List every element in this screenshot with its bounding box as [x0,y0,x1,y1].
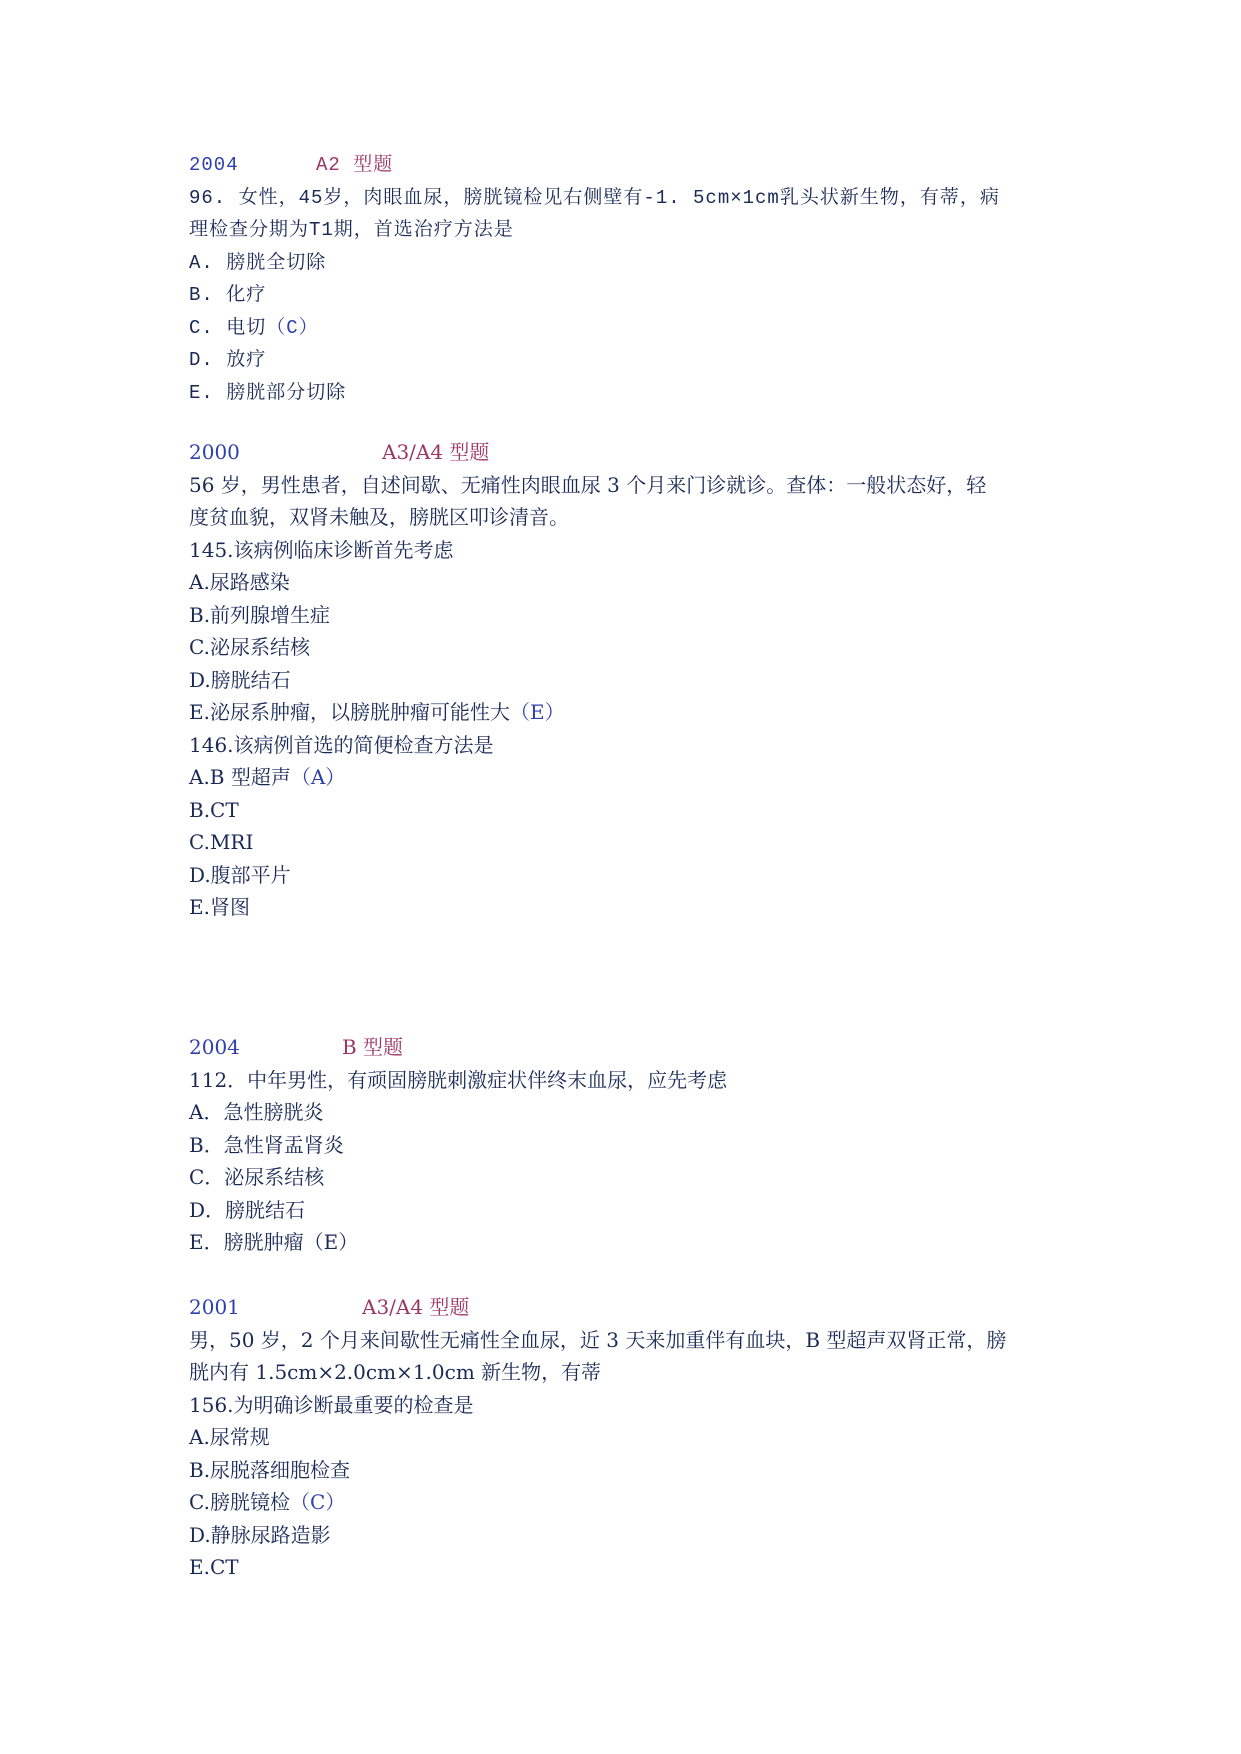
option-c: C.膀胱镜检（C） [189,1490,346,1514]
section-year: 2001 [189,1295,240,1319]
section-heading [189,149,1069,182]
option-c: C. 电切（C） [189,316,319,339]
option-d: D. 放疗 [189,349,267,371]
option-a: A．急性膀胱炎 [189,1100,324,1124]
section-2000-a3a4 [189,436,1069,924]
answer-mark: （C） [266,316,319,339]
option-e: E.肾图 [189,895,250,919]
option-b: B.尿脱落细胞检查 [189,1457,351,1482]
option-a: A.B 型超声（A） [189,765,346,789]
question-156: 156.为明确诊断最重要的检查是 [189,1392,474,1417]
section-2001-a3a4 [189,1291,1069,1584]
answer-mark: （A） [290,765,346,789]
case-description-line: 男，50 岁，2 个月来间歇性无痛性全血尿，近 3 天来加重伴有血块，B 型超声双肾正常，膀 [189,1327,1007,1352]
answer-mark: （C） [289,1490,346,1514]
question-112: 112．中年男性，有顽固膀胱刺激症状伴终末血尿，应先考虑 [189,1067,728,1092]
option-c: C.泌尿系结核 [189,635,310,659]
section-type: B 型题 [342,1035,404,1059]
section-heading [189,1031,1069,1064]
option-a: A.尿路感染 [189,570,290,594]
section-type: A2 型题 [316,154,394,176]
option-b: B.前列腺增生症 [189,602,331,627]
section-heading [189,436,1069,469]
section-type: A3/A4 型题 [362,1295,470,1319]
question-stem-line: 96. 女性，45岁，肉眼血尿，膀胱镜检见右侧壁有-1. 5cm×1cm乳头状新生物，有蒂，病 [189,186,1000,209]
option-d: D.腹部平片 [189,862,291,887]
question-146: 146.该病例首选的简便检查方法是 [189,732,494,757]
case-description-line: 56 岁，男性患者，自述间歇、无痛性肉眼血尿 3 个月来门诊就诊。查体：一般状态好，轻 [189,472,987,497]
question-stem-line: 理检查分期为T1期，首选治疗方法是 [189,219,514,241]
option-a: A. 膀胱全切除 [189,251,327,274]
option-d: D.静脉尿路造影 [189,1522,331,1547]
section-2004-a2 [189,149,1069,409]
case-description-line: 胱内有 1.5cm×2.0cm×1.0cm 新生物，有蒂 [189,1360,602,1384]
option-b: B．急性肾盂肾炎 [189,1132,344,1157]
section-year: 2004 [189,154,239,176]
section-type: A3/A4 型题 [382,440,490,464]
answer-mark: （E） [509,700,565,724]
section-year: 2004 [189,1035,240,1059]
option-d: D．膀胱结石 [189,1197,306,1222]
option-b: B.CT [189,797,239,822]
section-year: 2000 [189,440,240,464]
section-2004-b [189,1031,1069,1259]
option-e: E．膀胱肿瘤（E） [189,1230,359,1254]
option-e: E.CT [189,1555,239,1579]
option-d: D.膀胱结石 [189,667,291,692]
section-heading [189,1291,1069,1324]
option-e: E.泌尿系肿瘤，以膀胱肿瘤可能性大（E） [189,700,565,724]
case-description-line: 度贫血貌，双肾未触及，膀胱区叩诊清音。 [189,505,569,529]
option-c: C.MRI [189,830,254,854]
option-a: A.尿常规 [189,1425,270,1449]
option-c: C．泌尿系结核 [189,1165,325,1189]
question-145: 145.该病例临床诊断首先考虑 [189,537,454,562]
option-e: E. 膀胱部分切除 [189,381,347,404]
option-b: B. 化疗 [189,284,267,306]
